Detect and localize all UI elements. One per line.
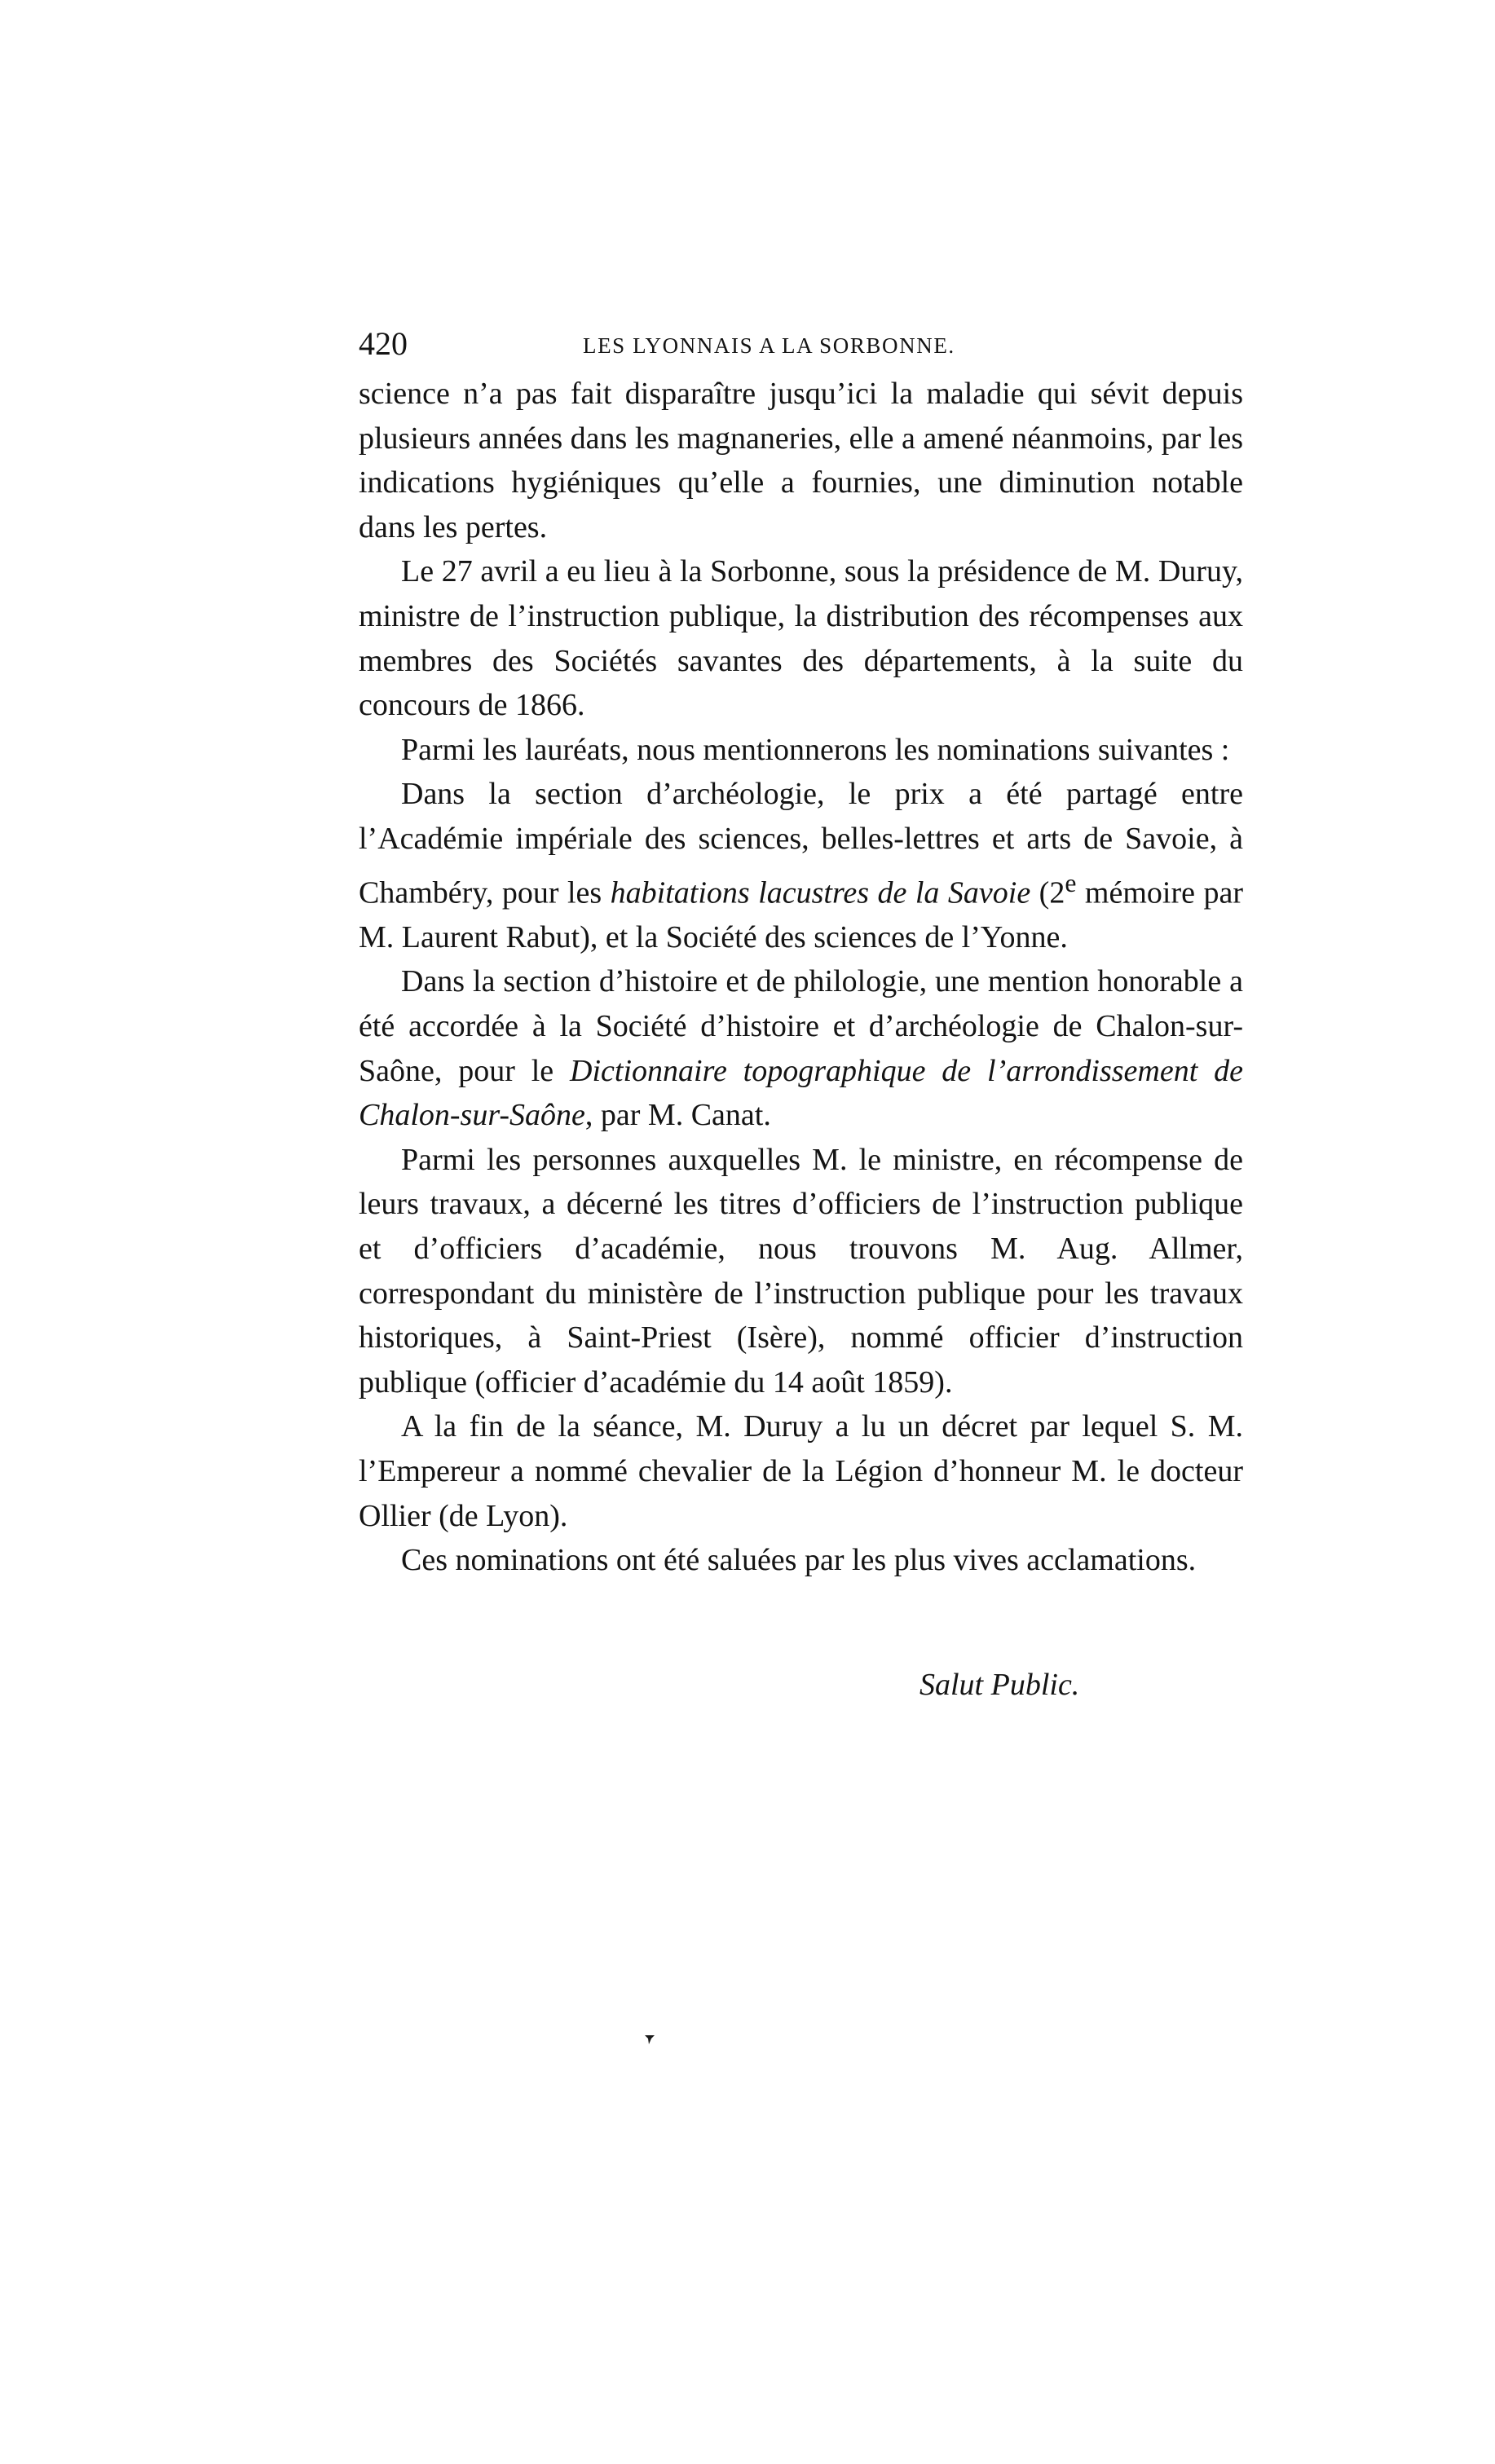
histoire-intro: Dans la section d’histoire et de philologie, une mention honorable a été accordée à la Société d’histoire et d’archéologie de Chalon-sur-Saône, pour le bbox=[359, 964, 1243, 1088]
paragraph-histoire bbox=[359, 959, 1243, 1137]
ink-mark-icon bbox=[644, 2034, 655, 2045]
archeologie-work-title: habitations lacustres de la Savoie bbox=[610, 875, 1031, 910]
paragraph-archeologie bbox=[359, 772, 1243, 959]
paragraph-continuation: science n’a pas fait disparaître jusqu’ici la maladie qui sévit depuis plusieurs années dans les magnaneries, elle a amené néanmoins, par les indications hygiéniques qu’elle a fournies, une diminution notable dans les pertes. bbox=[359, 377, 1243, 544]
paragraph-decree: A la fin de la séance, M. Duruy a lu un décret par lequel S. M. l’Empereur a nommé chevalier de la Légion d’honneur M. le docteur Ollier (de Lyon). bbox=[359, 1409, 1243, 1533]
ordinal-superscript: e bbox=[1065, 868, 1077, 897]
archeologie-after-title-2: mémoire par M. Laurent Rabut), et la Société des sciences de l’Yonne. bbox=[359, 875, 1243, 954]
histoire-after-title: , par M. Canat. bbox=[584, 1098, 771, 1133]
body-text bbox=[359, 372, 1243, 1583]
paragraph-acclamations: Ces nominations ont été saluées par les plus vives acclamations. bbox=[401, 1543, 1197, 1578]
archeologie-after-title-1: (2 bbox=[1030, 875, 1065, 910]
archeologie-intro: Dans la section d’archéologie, le prix a été partagé entre l’Académie impériale des sciences, belles-lettres et arts de Savoie, à Chambéry, pour les bbox=[359, 777, 1243, 910]
paragraph-honours: Parmi les personnes auxquelles M. le ministre, en récompense de leurs travaux, a décerné les titres d’officiers de l’instruction publique et d’officiers d’académie, nous trouvons M. Aug. Allmer, correspondant du ministère de l’instruction publique pour les travaux historiques, à Saint-Priest (Isère), nommé officier d’instruction publique (officier d’académie du 14 août 1859). bbox=[359, 1142, 1243, 1399]
page-header bbox=[359, 324, 1280, 373]
running-title: LES LYONNAIS A LA SORBONNE. bbox=[583, 333, 955, 358]
paragraph-laureates: Parmi les lauréats, nous mentionnerons les nominations suivantes : bbox=[401, 732, 1230, 767]
histoire-work-title: Dictionnaire topographique de l’arrondissement de Chalon-sur-Saône bbox=[359, 1053, 1243, 1133]
signature: Salut Public. bbox=[919, 1668, 1080, 1702]
paragraph-ceremony: Le 27 avril a eu lieu à la Sorbonne, sous la présidence de M. Duruy, ministre de l’instruction publique, la distribution des récompenses aux membres des Sociétés savantes des départements, à la suite du concours de 1866. bbox=[359, 554, 1243, 723]
page-number: 420 bbox=[359, 325, 408, 362]
